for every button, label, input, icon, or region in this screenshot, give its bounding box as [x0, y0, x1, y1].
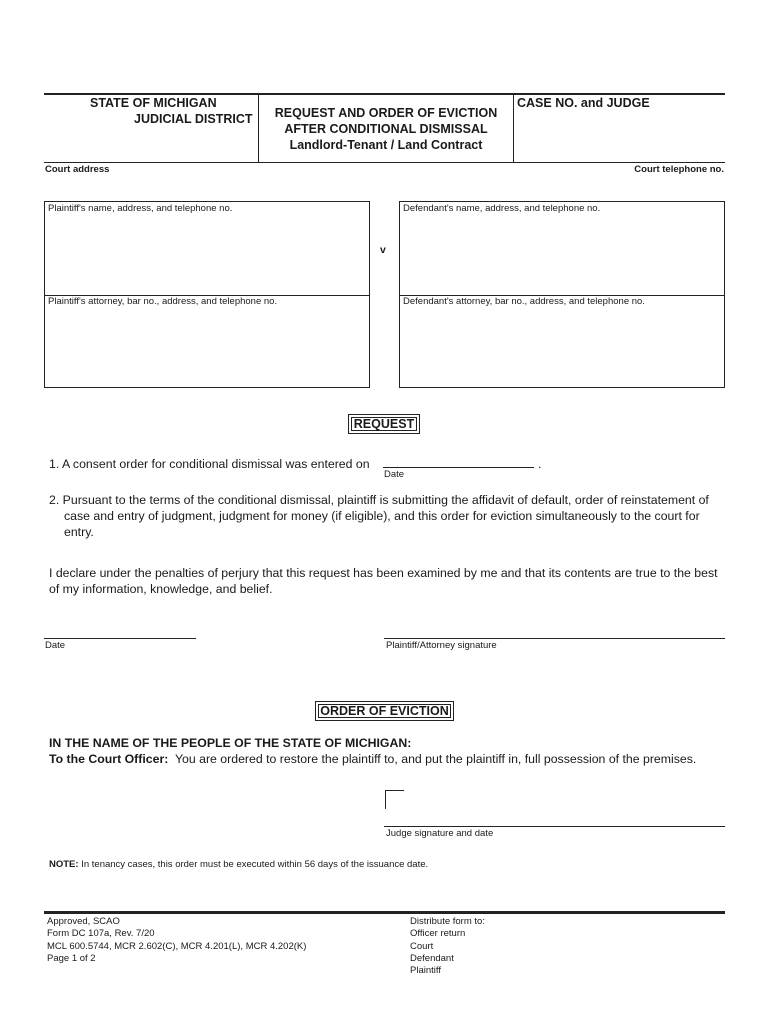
footer-citations: MCL 600.5744, MCR 2.602(C), MCR 4.201(L), MCR 4.202(K)	[47, 940, 307, 952]
request-item-2-line1: 2. Pursuant to the terms of the conditional dismissal, plaintiff is submitting the affidavit of default, order of reinstatement of	[49, 493, 709, 507]
plaintiff-signature-field[interactable]	[384, 620, 725, 638]
defendant-field[interactable]	[401, 216, 723, 292]
footer-page-number: Page 1 of 2	[47, 952, 96, 964]
request-heading	[348, 414, 420, 434]
court-officer-text: You are ordered to restore the plaintiff to, and put the plaintiff in, full possession of the premises.	[174, 752, 697, 766]
state-label: STATE OF MICHIGAN	[90, 96, 217, 110]
judge-signature-label: Judge signature and date	[386, 828, 494, 839]
footer-approved: Approved, SCAO	[47, 916, 120, 927]
judge-signature-field[interactable]	[384, 806, 725, 826]
declaration-line2: of my information, knowledge, and belief.	[49, 582, 273, 596]
request-item-1: 1. A consent order for conditional dismissal was entered on	[49, 457, 370, 471]
header-top-rule	[44, 93, 725, 95]
distribute-court: Court	[410, 940, 434, 952]
order-heading	[315, 701, 454, 721]
request-date-field[interactable]	[44, 620, 196, 638]
distribute-officer: Officer return	[410, 928, 466, 940]
request-item-2-line2: case and entry of judgment, judgment for money (if eligible), and this order for eviction simultaneously to the court for	[64, 509, 700, 523]
plaintiff-signature-label: Plaintiff/Attorney signature	[386, 640, 497, 651]
plaintiff-attorney-field[interactable]	[46, 309, 368, 385]
header-divider-right	[513, 93, 514, 163]
versus-label: v	[380, 244, 386, 256]
court-phone-label: Court telephone no.	[634, 164, 724, 175]
distribute-defendant: Defendant	[410, 952, 454, 964]
footer-left-block	[47, 916, 306, 965]
consent-date-line	[383, 467, 534, 468]
order-heading-text: ORDER OF EVICTION	[320, 704, 449, 718]
people-line: IN THE NAME OF THE PEOPLE OF THE STATE OF MICHIGAN:	[49, 736, 412, 750]
plaintiff-attorney-label: Plaintiff's attorney, bar no., address, and telephone no.	[48, 296, 278, 307]
plaintiff-field[interactable]	[46, 216, 368, 292]
form-title-line1: REQUEST AND ORDER OF EVICTION	[274, 106, 498, 120]
footer-rule	[44, 911, 725, 914]
header-bottom-rule	[44, 162, 725, 163]
form-title-line3: Landlord-Tenant / Land Contract	[289, 138, 483, 152]
request-date-line	[44, 638, 196, 639]
case-no-label: CASE NO. and JUDGE	[517, 96, 650, 110]
note-text: In tenancy cases, this order must be executed within 56 days of the issuance date.	[81, 859, 429, 870]
plaintiff-signature-line	[384, 638, 725, 639]
court-address-field[interactable]	[44, 176, 725, 198]
consent-date-field[interactable]	[383, 452, 534, 467]
seal-corner-horizontal	[385, 790, 404, 791]
court-officer-label: To the Court Officer:	[49, 752, 169, 766]
declaration-line1: I declare under the penalties of perjury that this request has been examined by me and that its contents are true to the best	[49, 566, 718, 580]
consent-date-label: Date	[384, 469, 405, 480]
distribute-plaintiff: Plaintiff	[410, 965, 441, 977]
note-label: NOTE:	[49, 859, 79, 870]
form-title-line2: AFTER CONDITIONAL DISMISSAL	[284, 122, 488, 136]
defendant-attorney-label: Defendant's attorney, bar no., address, and telephone no.	[403, 296, 645, 307]
district-label: JUDICIAL DISTRICT	[134, 112, 253, 126]
request-item-1-end: .	[538, 457, 542, 471]
defendant-label: Defendant's name, address, and telephone no.	[403, 203, 601, 214]
footer-distribute-block	[410, 916, 485, 977]
defendant-attorney-field[interactable]	[401, 309, 723, 385]
footer-form-number: Form DC 107a, Rev. 7/20	[47, 928, 155, 940]
court-address-label: Court address	[45, 164, 110, 175]
plaintiff-label: Plaintiff's name, address, and telephone no.	[48, 203, 233, 214]
distribute-title: Distribute form to:	[410, 916, 485, 927]
judge-signature-line	[384, 826, 725, 827]
request-heading-text: REQUEST	[353, 417, 415, 431]
request-item-2-line3: entry.	[64, 525, 94, 539]
request-date-label: Date	[45, 640, 66, 651]
